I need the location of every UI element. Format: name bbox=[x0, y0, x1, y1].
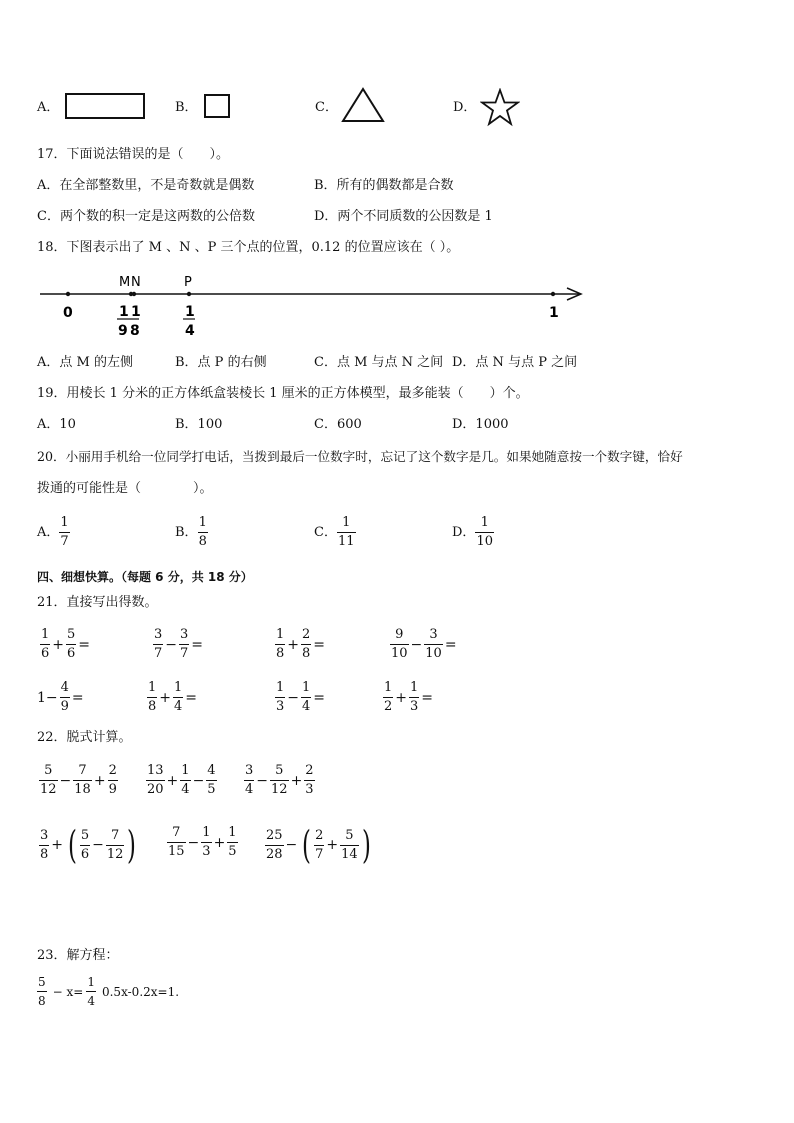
p-denominator: 4 bbox=[185, 323, 195, 339]
q17-option-c: C．两个数的积一定是这两数的公倍数 bbox=[37, 209, 255, 224]
q19-option-d: D．1000 bbox=[452, 417, 509, 432]
q21-expr-2: $\frac{3}{7}$ − $\frac{3}{7}$ = bbox=[154, 627, 204, 661]
option-d-label: D． bbox=[453, 100, 477, 115]
label-n: N bbox=[131, 275, 141, 290]
q20-option-c: C． $\frac{1}{11}$ bbox=[314, 515, 355, 549]
q20-option-b: B． $\frac{1}{8}$ bbox=[175, 515, 207, 549]
q19-option-a: A．10 bbox=[37, 417, 76, 432]
q19-option-c: C．600 bbox=[314, 417, 362, 432]
q22-expr-1: $\frac{5}{12}$ − $\frac{7}{18}$ + $\frac{2}{9}$ bbox=[40, 763, 117, 797]
q21-expr-8: $\frac{1}{2}$ + $\frac{1}{3}$ = bbox=[384, 680, 434, 714]
square-shape bbox=[204, 94, 230, 118]
q22-expr-6: $\frac{25}{28}$ − ( $\frac{2}{7}$ + $\frac{5}{14}$ ) bbox=[266, 823, 371, 867]
m-denominator: 9 bbox=[118, 323, 128, 339]
q20-option-d: D． $\frac{1}{10}$ bbox=[452, 515, 493, 549]
q21-expr-6: $\frac{1}{8}$ + $\frac{1}{4}$ = bbox=[148, 680, 198, 714]
q21-expr-5: 1− $\frac{4}{9}$ = bbox=[37, 680, 84, 714]
q22-stem: 22．脱式计算。 bbox=[37, 730, 132, 745]
q18-option-d: D．点 N 与点 P 之间 bbox=[452, 355, 578, 370]
q23-equations: $\frac{5}{8}$ − x= $\frac{1}{4}$ 0.5x-0.2x=1. bbox=[38, 975, 180, 1008]
label-p: P bbox=[184, 275, 192, 290]
q19-option-b: B．100 bbox=[175, 417, 223, 432]
point-n bbox=[132, 292, 136, 296]
label-m: M bbox=[119, 275, 131, 290]
label-one: 1 bbox=[549, 305, 559, 321]
q22-expr-3: $\frac{3}{4}$ − $\frac{5}{12}$ + $\frac{2}{3}$ bbox=[245, 763, 314, 797]
q18-option-c: C．点 M 与点 N 之间 bbox=[314, 355, 444, 370]
q21-expr-1: $\frac{1}{6}$ + $\frac{5}{6}$ = bbox=[41, 627, 91, 661]
n-numerator: 1 bbox=[131, 304, 141, 320]
number-line bbox=[35, 268, 595, 344]
label-zero: 0 bbox=[63, 305, 73, 321]
option-b-label: B． bbox=[175, 100, 198, 115]
q20-stem-line1: 20．小丽用手机给一位同学打电话，当拨到最后一位数字时，忘记了这个数字是几。如果她随意按一个数字键，恰好 bbox=[37, 449, 683, 464]
q18-option-a: A．点 M 的左侧 bbox=[37, 355, 133, 370]
q21-stem: 21．直接写出得数。 bbox=[37, 595, 158, 610]
q19-stem: 19．用棱长 1 分米的正方体纸盒装棱长 1 厘米的正方体模型，最多能装（ ）个。 bbox=[37, 386, 529, 401]
q22-expr-4: $\frac{3}{8}$ + ( $\frac{5}{6}$ − $\frac{7}{12}$ ) bbox=[40, 823, 137, 867]
point-p bbox=[187, 292, 191, 296]
point-one bbox=[551, 292, 555, 296]
q17-option-d: D．两个不同质数的公因数是 1 bbox=[314, 209, 493, 224]
q17-stem: 17．下面说法错误的是（ ）。 bbox=[37, 147, 230, 162]
p-numerator: 1 bbox=[185, 304, 195, 320]
m-numerator: 1 bbox=[119, 304, 129, 320]
q18-stem: 18．下图表示出了 M 、N 、P 三个点的位置，0.12 的位置应该在（ ）。 bbox=[37, 240, 460, 255]
triangle-shape bbox=[340, 86, 386, 124]
n-denominator: 8 bbox=[130, 323, 140, 339]
q21-expr-3: $\frac{1}{8}$ + $\frac{2}{8}$ = bbox=[276, 627, 326, 661]
section4-title: 四、细想快算。（每题 6 分，共 18 分） bbox=[37, 570, 253, 584]
option-c-label: C． bbox=[315, 100, 338, 115]
q20-stem-line2: 拨通的可能性是（ ）。 bbox=[37, 481, 213, 496]
q17-option-b: B．所有的偶数都是合数 bbox=[314, 178, 454, 193]
q22-expr-5: $\frac{7}{15}$ − $\frac{1}{3}$ + $\frac{1}{5}$ bbox=[168, 825, 237, 859]
point-zero bbox=[66, 292, 70, 296]
q22-expr-2: $\frac{13}{20}$ + $\frac{1}{4}$ − $\frac{4}{5}$ bbox=[147, 763, 216, 797]
q18-option-b: B．点 P 的右侧 bbox=[175, 355, 267, 370]
q20-option-a: A． $\frac{1}{7}$ bbox=[37, 515, 69, 549]
q21-expr-4: $\frac{9}{10}$ − $\frac{3}{10}$ = bbox=[391, 627, 457, 661]
rectangle-shape bbox=[65, 93, 145, 119]
q23-stem: 23．解方程： bbox=[37, 948, 119, 963]
option-a-label: A． bbox=[37, 100, 60, 115]
q21-expr-7: $\frac{1}{3}$ − $\frac{1}{4}$ = bbox=[276, 680, 326, 714]
q17-option-a: A．在全部整数里，不是奇数就是偶数 bbox=[37, 178, 255, 193]
star-shape bbox=[480, 88, 520, 128]
